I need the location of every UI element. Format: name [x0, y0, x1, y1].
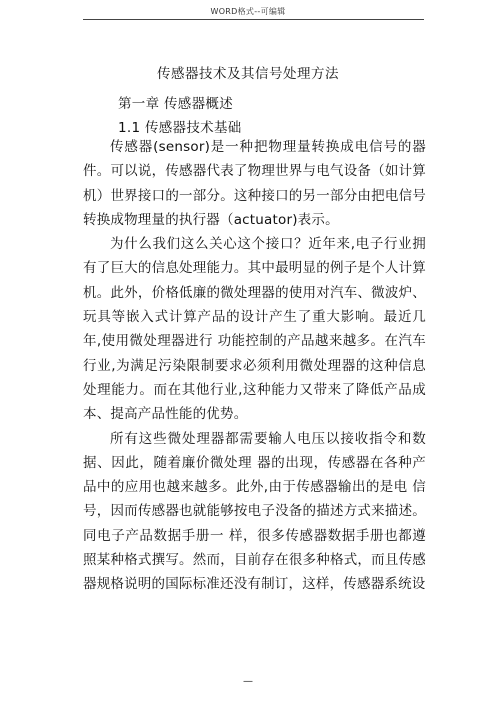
page-header: WORD格式--可编辑	[210, 7, 286, 16]
body-text	[83, 135, 426, 597]
chapter-heading: 第一章 传感器概述	[118, 96, 233, 112]
page-number: —	[243, 676, 253, 687]
paragraph: 传感器(sensor)是一种把物理量转换成电信号的器件。可以说，传感器代表了物理世界与电气设备（如计算机）世界接口的一部分。这种接口的另一部分由把电信号转换成物理量的执行器（actuator)表示。	[83, 139, 426, 228]
paragraph: 所有这些微处理器都需要输人电压以接收指令和数据、因此，随着廉价微处理 器的出现，传感器在各种产品中的应用也越来越多。此外,由于传感器输出的是电 信号，因而传感器也就能够按电子没备的描述方式来描述。同电子产品数据手册一 样，很多传感器数据手册也都遵照某种格式撰写。然而，目前存在很多种格式，而且传感器规格说明的国际标准还没有制订，这样，传感器系统设	[83, 430, 426, 593]
paragraph: 为什么我们这么关心这个接口？近年来,电子行业拥有了巨大的信息处理能力。其中最明显的例子是个人计算机。此外，价格低廉的微处理器的使用对汽车、微波炉、玩具等嵌入式计算产品的设计产生了重大影响。最近几年,使用微处理器进行 功能控制的产品越来越多。在汽车行业,为满足污染限制要求必须利用微处理器的这种信息处理能力。而在其他行业,这种能力又带来了降低产品成本、提高产品性能的优势。	[83, 236, 426, 423]
document-title: 传感器技术及其信号处理方法	[157, 66, 339, 82]
section-heading: 1.1 传感器技术基础	[118, 120, 242, 136]
header-divider	[83, 19, 424, 20]
